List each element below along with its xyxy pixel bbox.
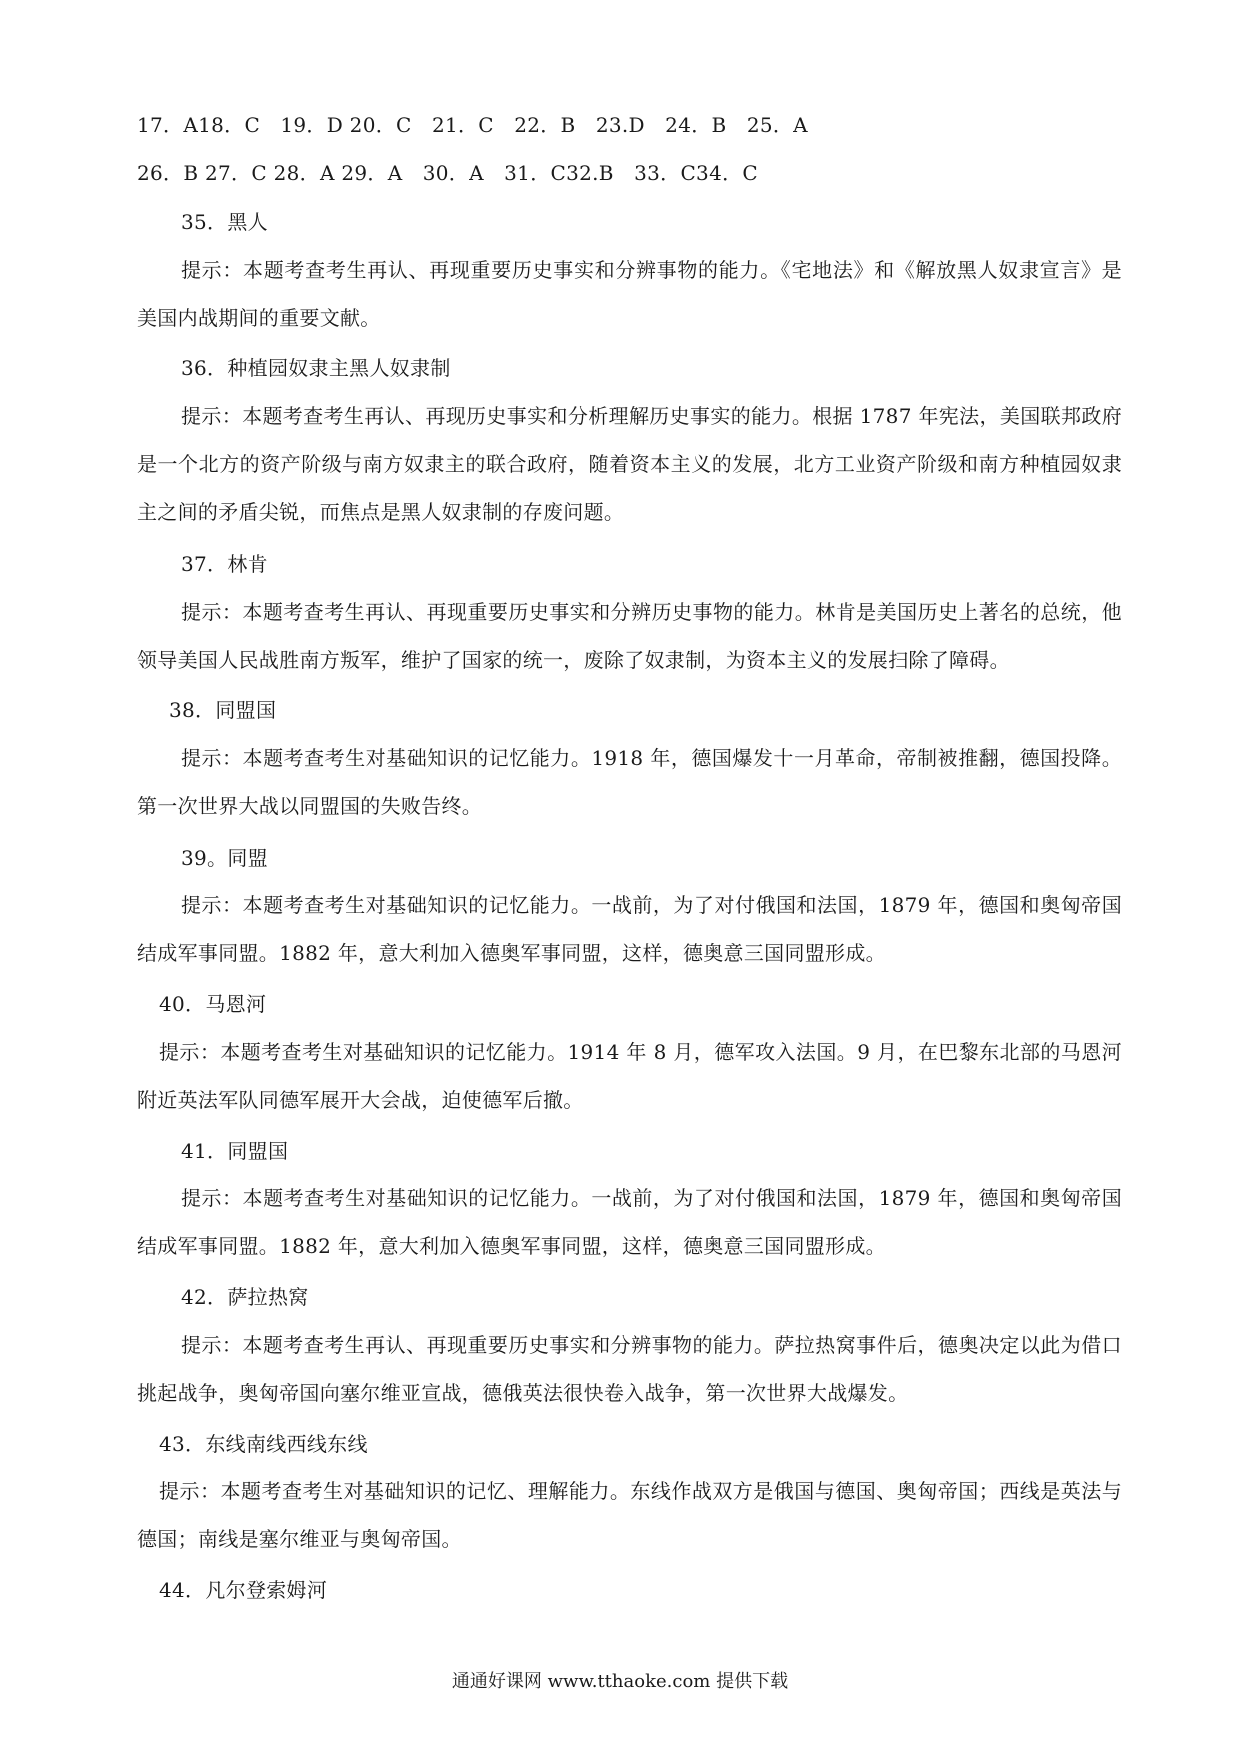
item-heading-38: 38．同盟国 [169,698,277,722]
item-heading-43: 43．东线南线西线东线 [159,1432,368,1456]
item-hint-40: 提示：本题考查考生对基础知识的记忆能力。1914 年 8 月，德军攻入法国。9 月，在巴黎东北部的马恩河附近英法军队同德军展开大会战，迫使德军后撤。 [137,1040,1122,1112]
item-heading-36: 36．种植园奴隶主黑人奴隶制 [181,356,451,380]
item-heading-35: 35．黑人 [181,210,268,234]
item-hint-36: 提示：本题考查考生再认、再现历史事实和分析理解历史事实的能力。根据 1787 年宪法，美国联邦政府是一个北方的资产阶级与南方奴隶主的联合政府，随着资本主义的发展，北方工业资产阶级和南方种植园奴隶主之间的矛盾尖锐，而焦点是黑人奴隶制的存废问题。 [137,404,1122,524]
answer-row-1: 17．A18．C 19．D 20．C 21．C 22．B 23.D 24．B 25．A [137,113,808,137]
item-heading-37: 37．林肯 [181,552,268,576]
item-hint-37: 提示：本题考查考生再认、再现重要历史事实和分辨历史事物的能力。林肯是美国历史上著名的总统，他领导美国人民战胜南方叛军，维护了国家的统一，废除了奴隶制，为资本主义的发展扫除了障碍。 [137,600,1122,672]
answer-row-2: 26．B 27．C 28．A 29．A 30．A 31．C32.B 33．C34．C [137,161,759,185]
item-hint-42: 提示：本题考查考生再认、再现重要历史事实和分辨事物的能力。萨拉热窝事件后，德奥决定以此为借口挑起战争，奥匈帝国向塞尔维亚宣战，德俄英法很快卷入战争，第一次世界大战爆发。 [137,1333,1122,1405]
item-hint-43: 提示：本题考查考生对基础知识的记忆、理解能力。东线作战双方是俄国与德国、奥匈帝国；西线是英法与德国；南线是塞尔维亚与奥匈帝国。 [137,1479,1122,1551]
item-hint-38: 提示：本题考查考生对基础知识的记忆能力。1918 年，德国爆发十一月革命，帝制被推翻，德国投降。第一次世界大战以同盟国的失败告终。 [137,746,1122,818]
item-hint-35: 提示：本题考查考生再认、再现重要历史事实和分辨事物的能力。《宅地法》和《解放黑人奴隶宣言》是美国内战期间的重要文献。 [137,258,1122,330]
item-heading-39: 39。同盟 [181,846,268,870]
item-heading-42: 42．萨拉热窝 [181,1285,309,1309]
item-heading-40: 40．马恩河 [159,992,267,1016]
item-hint-39: 提示：本题考查考生对基础知识的记忆能力。一战前，为了对付俄国和法国，1879 年，德国和奥匈帝国结成军事同盟。1882 年，意大利加入德奥军事同盟，这样，德奥意三国同盟形成。 [137,893,1122,965]
item-heading-41: 41．同盟国 [181,1139,289,1163]
page-footer: 通通好课网 www.tthaoke.com 提供下载 [451,1671,789,1692]
item-hint-41: 提示：本题考查考生对基础知识的记忆能力。一战前，为了对付俄国和法国，1879 年，德国和奥匈帝国结成军事同盟。1882 年，意大利加入德奥军事同盟，这样，德奥意三国同盟形成。 [137,1186,1122,1258]
item-heading-44: 44．凡尔登索姆河 [159,1578,328,1602]
